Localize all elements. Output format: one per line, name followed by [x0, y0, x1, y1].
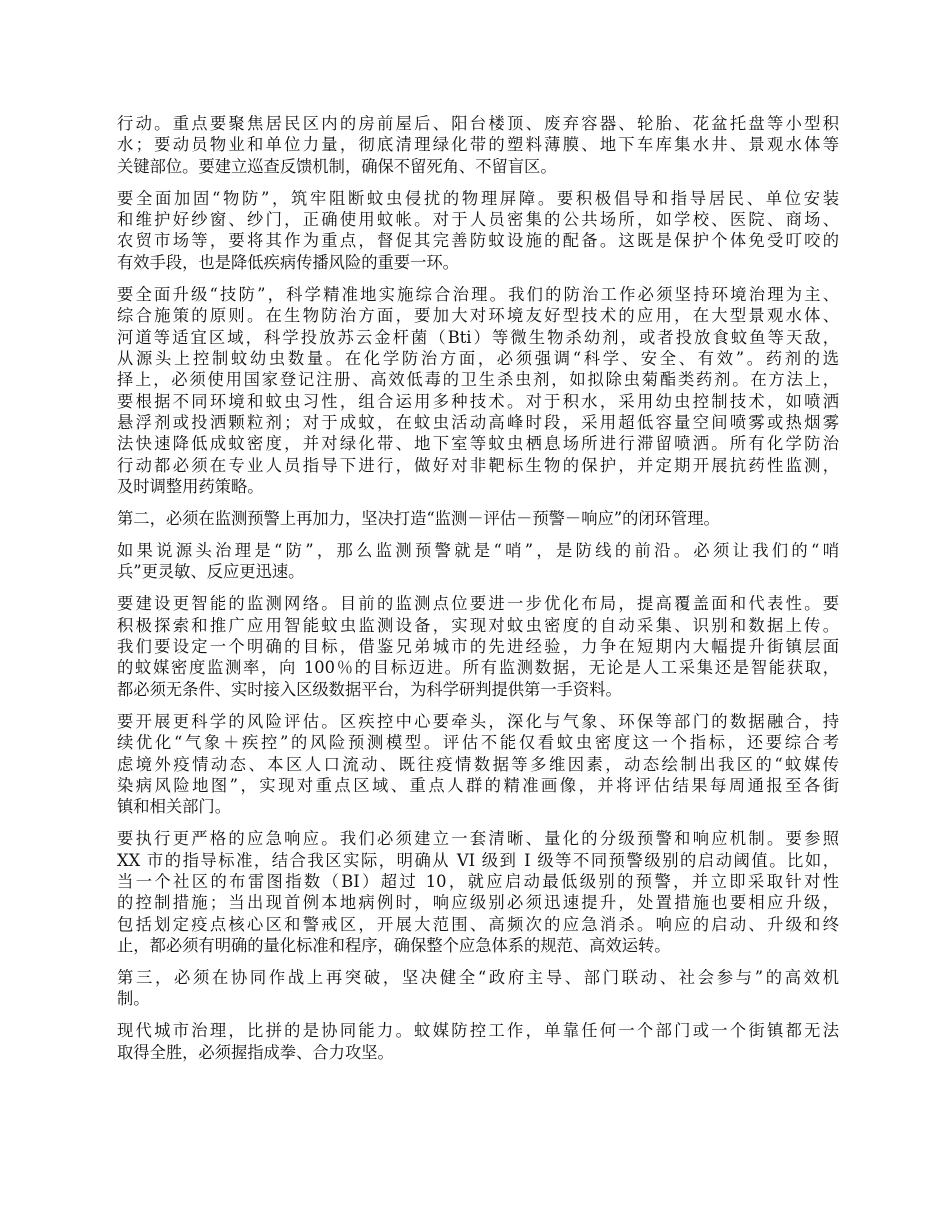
text-line: 第三，必须在协同作战上再突破，坚决健全“政府主导、部门联动、社会参与”的高效机: [117, 968, 839, 988]
text-line: 要全面升级“技防”，科学精准地实施综合治理。我们的防治工作必须坚持环境治理为主、: [117, 284, 839, 304]
text-line: XX 市的指导标准，结合我区实际，明确从 VI 级到 I 级等不同预警级别的启动阈值。比如，: [117, 850, 839, 870]
text-line: 虑境外疫情动态、本区人口流动、既往疫情数据等多维因素，动态绘制出我区的“蚊媒传: [117, 754, 839, 774]
text-line: 河道等适宜区域，科学投放苏云金杆菌（Bti）等微生物杀幼剂，或者投放食蚊鱼等天敌，: [117, 327, 839, 347]
text-line: 镇和相关部门。: [117, 797, 231, 817]
text-line: 第二，必须在监测预警上再加力，坚决打造“监测－评估－预警－响应”的闭环管理。: [117, 509, 720, 529]
text-line: 法快速降低成蚊密度，并对绿化带、地下室等蚊虫栖息场所进行滞留喷洒。所有化学防治: [117, 434, 839, 454]
text-line: 要根据不同环境和蚊虫习性，组合运用多种技术。对于积水，采用幼虫控制技术，如喷洒: [117, 391, 839, 411]
text-line: 和维护好纱窗、纱门，正确使用蚊帐。对于人员密集的公共场所，如学校、医院、商场、: [117, 210, 839, 230]
text-line: 制。: [117, 989, 150, 1009]
text-line: 的蚊媒密度监测率，向 100％的目标迈进。所有监测数据，无论是人工采集还是智能获取，: [117, 658, 839, 678]
text-line: 包括划定疫点核心区和警戒区，开展大范围、高频次的应急消杀。响应的启动、升级和终: [117, 914, 839, 934]
paragraph: [117, 593, 839, 700]
text-line: 农贸市场等，要将其作为重点，督促其完善防蚊设施的配备。这既是保护个体免受叮咬的: [117, 231, 839, 251]
text-line: 行动都必须在专业人员指导下进行，做好对非靶标生物的保护，并定期开展抗药性监测，: [117, 455, 839, 475]
text-line: 当一个社区的布雷图指数（BI）超过 10，就应启动最低级别的预警，并立即采取针对性: [117, 872, 839, 891]
paragraph: [117, 828, 839, 956]
text-line: 止，都必须有明确的量化标准和程序，确保整个应急体系的规范、高效运转。: [117, 936, 671, 956]
text-line: 要建设更智能的监测网络。目前的监测点位要进一步优化布局，提高覆盖面和代表性。要: [117, 594, 839, 614]
text-line: 的控制措施；当出现首例本地病例时，响应级别必须迅速提升，处置措施也要相应升级，: [117, 893, 839, 913]
text-line: 悬浮剂或投洒颗粒剂；对于成蚊，在蚊虫活动高峰时段，采用超低容量空间喷雾或热烟雾: [117, 413, 839, 433]
text-line: 我们要设定一个明确的目标，借鉴兄弟城市的先进经验，力争在短期内大幅提升街镇层面: [117, 637, 839, 657]
text-line: 择上，必须使用国家登记注册、高效低毒的卫生杀虫剂，如拟除虫菊酯类药剂。在方法上，: [117, 370, 839, 390]
text-line: 有效手段，也是降低疾病传播风险的重要一环。: [117, 252, 459, 272]
text-line: 续优化“气象＋疾控”的风险预测模型。评估不能仅看蚊虫密度这一个指标，还要综合考: [117, 733, 839, 753]
text-line: 综合施策的原则。在生物防治方面，要加大对环境友好型技术的应用，在大型景观水体、: [117, 306, 839, 326]
paragraph: [117, 540, 839, 583]
text-line: 如果说源头治理是“防”，那么监测预警就是“哨”，是防线的前沿。必须让我们的“哨: [117, 541, 839, 561]
text-line: 染病风险地图”，实现对重点区域、重点人群的精准画像，并将评估结果每周通报至各街: [117, 775, 839, 795]
text-line: 现代城市治理，比拼的是协同能力。蚊媒防控工作，单靠任何一个部门或一个街镇都无法: [117, 1021, 839, 1041]
text-line: 取得全胜，必须握指成拳、合力攻坚。: [117, 1042, 394, 1062]
text-line: 要全面加固“物防”，筑牢阻断蚊虫侵扰的物理屏障。要积极倡导和指导居民、单位安装: [117, 188, 839, 208]
text-line: 水；要动员物业和单位力量，彻底清理绿化带的塑料薄膜、地下车库集水井、景观水体等: [117, 135, 839, 155]
text-line: 及时调整用药策略。: [117, 477, 264, 497]
paragraph: [117, 967, 839, 1010]
paragraph: [117, 113, 839, 177]
document-page: [117, 113, 839, 1074]
text-line: 从源头上控制蚊幼虫数量。在化学防治方面，必须强调“科学、安全、有效”。药剂的选: [117, 348, 839, 368]
paragraph: [117, 508, 839, 529]
text-line: 要开展更科学的风险评估。区疾控中心要牵头，深化与气象、环保等部门的数据融合，持: [117, 711, 839, 731]
text-line: 关键部位。要建立巡查反馈机制，确保不留死角、不留盲区。: [117, 156, 557, 176]
text-line: 要执行更严格的应急响应。我们必须建立一套清晰、量化的分级预警和响应机制。要参照: [117, 829, 839, 849]
text-line: 积极探索和推广应用智能蚊虫监测设备，实现对蚊虫密度的自动采集、识别和数据上传。: [117, 615, 839, 635]
paragraph: [117, 188, 839, 274]
text-line: 都必须无条件、实时接入区级数据平台，为科学研判提供第一手资料。: [117, 679, 622, 699]
text-line: 兵”更灵敏、反应更迅速。: [117, 562, 305, 582]
paragraph: [117, 284, 839, 498]
text-line: 行动。重点要聚焦居民区内的房前屋后、阳台楼顶、废弃容器、轮胎、花盆托盘等小型积: [117, 114, 839, 133]
paragraph: [117, 711, 839, 818]
paragraph: [117, 1020, 839, 1063]
